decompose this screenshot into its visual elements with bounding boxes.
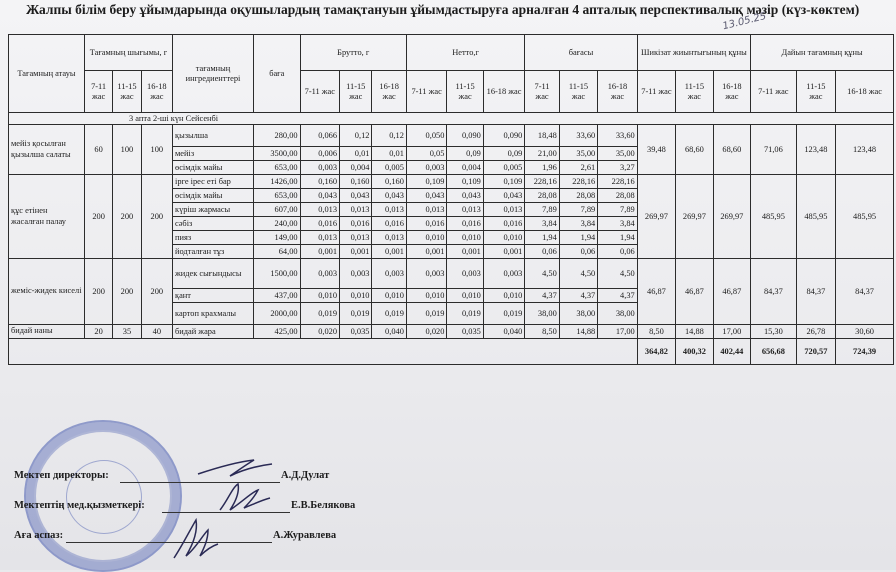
brutto-value: 0,01: [340, 147, 372, 161]
director-name: А.Д.Дулат: [281, 470, 330, 481]
cost-value: 4,50: [525, 259, 559, 289]
ready-cost-value: 123,48: [836, 125, 894, 175]
brutto-value: 0,001: [340, 245, 372, 259]
ingredient-row: [9, 175, 894, 189]
portion-value: 200: [84, 175, 112, 259]
ingredient-row: [9, 259, 894, 289]
cost-value: 3,84: [598, 217, 637, 231]
cost-value: 1,94: [598, 231, 637, 245]
actual-cost-value: 8,50: [637, 325, 675, 339]
netto-value: 0,05: [406, 147, 447, 161]
ingredient-name: пияз: [173, 231, 254, 245]
brutto-value: 0,003: [300, 161, 339, 175]
age-header: 16-18 жас: [372, 71, 406, 113]
cost-value: 18,48: [525, 125, 559, 147]
netto-value: 0,010: [447, 231, 483, 245]
ingredient-price: 1500,00: [254, 259, 301, 289]
brutto-value: 0,020: [300, 325, 339, 339]
ingredient-name: ірге ірес еті бар: [173, 175, 254, 189]
age-header-row: [9, 71, 894, 113]
portion-value: 35: [113, 325, 141, 339]
actual-cost-value: 68,60: [713, 125, 750, 175]
brutto-value: 0,066: [300, 125, 339, 147]
netto-value: 0,019: [447, 303, 483, 325]
brutto-value: 0,003: [372, 259, 406, 289]
netto-value: 0,003: [406, 259, 447, 289]
ingredient-name: картоп крахмалы: [173, 303, 254, 325]
netto-value: 0,003: [447, 259, 483, 289]
dish-name: құс етінен жасалған палау: [9, 175, 85, 259]
brutto-value: 0,004: [340, 161, 372, 175]
cost-value: 4,37: [598, 289, 637, 303]
ingredient-price: 2000,00: [254, 303, 301, 325]
totals-empty: [9, 339, 638, 365]
actual-cost-value: 46,87: [713, 259, 750, 325]
ingredient-row: [9, 325, 894, 339]
cost-value: 3,84: [559, 217, 597, 231]
ingredient-name: йодталған тұз: [173, 245, 254, 259]
portion-value: 60: [84, 125, 112, 175]
netto-value: 0,090: [483, 125, 525, 147]
portion-value: 200: [113, 175, 141, 259]
ingredient-price: 607,00: [254, 203, 301, 217]
age-header: 7-11 жас: [406, 71, 447, 113]
cost-value: 2,61: [559, 161, 597, 175]
age-header: 7-11 жас: [751, 71, 797, 113]
menu-body: [9, 113, 894, 365]
brutto-value: 0,016: [340, 217, 372, 231]
netto-value: 0,005: [483, 161, 525, 175]
cost-value: 7,89: [525, 203, 559, 217]
header-ready-cost: Дайын тағамның құны: [751, 35, 894, 71]
brutto-value: 0,003: [340, 259, 372, 289]
brutto-value: 0,013: [340, 203, 372, 217]
round-seal-stamp: [24, 420, 182, 572]
netto-value: 0,001: [406, 245, 447, 259]
cost-value: 4,50: [598, 259, 637, 289]
ready-cost-value: 84,37: [751, 259, 797, 325]
netto-value: 0,043: [447, 189, 483, 203]
netto-value: 0,019: [406, 303, 447, 325]
age-header: 7-11 жас: [300, 71, 339, 113]
brutto-value: 0,006: [300, 147, 339, 161]
netto-value: 0,020: [406, 325, 447, 339]
netto-value: 0,09: [483, 147, 525, 161]
cost-value: 228,16: [598, 175, 637, 189]
age-header: 16-18 жас: [598, 71, 637, 113]
brutto-value: 0,003: [300, 259, 339, 289]
director-signature: [196, 452, 276, 482]
age-header: 16-18 жас: [713, 71, 750, 113]
total-actual-cost: 364,82: [637, 339, 675, 365]
total-ready-cost: 656,68: [751, 339, 797, 365]
netto-value: 0,035: [447, 325, 483, 339]
cost-value: 17,00: [598, 325, 637, 339]
netto-value: 0,109: [483, 175, 525, 189]
document-title: Жалпы білім беру ұйымдарында оқушылардың тамақтануын ұйымдастыруға арналған 4 апталық перспективалық мәзір (күз-көктем): [26, 2, 860, 17]
ingredient-price: 64,00: [254, 245, 301, 259]
cost-value: 7,89: [559, 203, 597, 217]
director-role: Мектеп директоры:: [14, 470, 109, 481]
brutto-value: 0,016: [300, 217, 339, 231]
brutto-value: 0,013: [372, 231, 406, 245]
cost-value: 228,16: [525, 175, 559, 189]
cost-value: 4,37: [525, 289, 559, 303]
cost-value: 38,00: [598, 303, 637, 325]
ingredient-price: 425,00: [254, 325, 301, 339]
ingredient-price: 280,00: [254, 125, 301, 147]
brutto-value: 0,12: [340, 125, 372, 147]
brutto-value: 0,043: [372, 189, 406, 203]
age-header: 11-15 жас: [796, 71, 835, 113]
netto-value: 0,010: [447, 289, 483, 303]
netto-value: 0,040: [483, 325, 525, 339]
brutto-value: 0,001: [372, 245, 406, 259]
brutto-value: 0,013: [340, 231, 372, 245]
netto-value: 0,001: [447, 245, 483, 259]
cost-value: 3,27: [598, 161, 637, 175]
ingredient-row: [9, 125, 894, 147]
actual-cost-value: 46,87: [676, 259, 713, 325]
brutto-value: 0,010: [372, 289, 406, 303]
cost-value: 0,06: [559, 245, 597, 259]
actual-cost-value: 14,88: [676, 325, 713, 339]
day-label: 3 апта 2-ші күн Сейсенбі: [9, 113, 894, 125]
cost-value: 228,16: [559, 175, 597, 189]
header-price: баға: [254, 35, 301, 113]
cost-value: 8,50: [525, 325, 559, 339]
actual-cost-value: 68,60: [676, 125, 713, 175]
netto-value: 0,109: [406, 175, 447, 189]
actual-cost-value: 39,48: [637, 125, 675, 175]
age-header: 7-11 жас: [525, 71, 559, 113]
ingredient-name: жидек сығындысы: [173, 259, 254, 289]
ready-cost-value: 71,06: [751, 125, 797, 175]
brutto-value: 0,005: [372, 161, 406, 175]
ingredient-name: мейіз: [173, 147, 254, 161]
header-brutto: Брутто, г: [300, 35, 406, 71]
ready-cost-value: 26,78: [796, 325, 835, 339]
age-header: 7-11 жас: [637, 71, 675, 113]
brutto-value: 0,019: [300, 303, 339, 325]
cost-value: 3,84: [525, 217, 559, 231]
portion-value: 40: [141, 325, 172, 339]
age-header: 11-15 жас: [113, 71, 141, 113]
age-header: 11-15 жас: [447, 71, 483, 113]
actual-cost-value: 269,97: [637, 175, 675, 259]
netto-value: 0,013: [447, 203, 483, 217]
ingredient-price: 3500,00: [254, 147, 301, 161]
cost-value: 14,88: [559, 325, 597, 339]
header-ingredients: тағамның ингредиенттері: [173, 35, 254, 113]
cost-value: 28,08: [559, 189, 597, 203]
portion-value: 200: [113, 259, 141, 325]
total-ready-cost: 720,57: [796, 339, 835, 365]
cost-value: 33,60: [559, 125, 597, 147]
ingredient-name: күріш жармасы: [173, 203, 254, 217]
netto-value: 0,043: [483, 189, 525, 203]
netto-value: 0,004: [447, 161, 483, 175]
ingredient-name: өсімдік майы: [173, 161, 254, 175]
brutto-value: 0,160: [300, 175, 339, 189]
chef-role: Аға аспаз:: [14, 530, 64, 541]
cost-value: 38,00: [559, 303, 597, 325]
header-actual-cost: Шикізат жиынтығының құны: [637, 35, 750, 71]
cost-value: 28,08: [525, 189, 559, 203]
dish-name: мейіз қосылған қызылша салаты: [9, 125, 85, 175]
actual-cost-value: 269,97: [713, 175, 750, 259]
netto-value: 0,016: [483, 217, 525, 231]
nurse-role: Мектептің мед.қызметкері:: [14, 500, 145, 511]
netto-value: 0,016: [447, 217, 483, 231]
cost-value: 21,00: [525, 147, 559, 161]
age-header: 16-18 жас: [483, 71, 525, 113]
handwritten-date: 13.05.25: [721, 10, 768, 33]
total-actual-cost: 400,32: [676, 339, 713, 365]
cost-value: 35,00: [598, 147, 637, 161]
brutto-value: 0,013: [300, 203, 339, 217]
ready-cost-value: 84,37: [796, 259, 835, 325]
netto-value: 0,010: [483, 231, 525, 245]
netto-value: 0,010: [406, 289, 447, 303]
age-header: 11-15 жас: [676, 71, 713, 113]
brutto-value: 0,043: [340, 189, 372, 203]
ingredient-name: қызылша: [173, 125, 254, 147]
portion-value: 200: [141, 175, 172, 259]
portion-value: 200: [141, 259, 172, 325]
netto-value: 0,013: [483, 203, 525, 217]
ready-cost-value: 15,30: [751, 325, 797, 339]
dish-name: жеміс-жидек киселі: [9, 259, 85, 325]
netto-value: 0,090: [447, 125, 483, 147]
brutto-value: 0,040: [372, 325, 406, 339]
brutto-value: 0,019: [340, 303, 372, 325]
ingredient-name: бидай жара: [173, 325, 254, 339]
totals-row: [9, 339, 894, 365]
header-portion: Тағамның шығымы, г: [84, 35, 172, 71]
chef-signature: [168, 516, 220, 562]
ingredient-name: қант: [173, 289, 254, 303]
header-cost: бағасы: [525, 35, 637, 71]
nurse-name: Е.В.Белякова: [291, 500, 356, 511]
ready-cost-value: 30,60: [836, 325, 894, 339]
cost-value: 4,37: [559, 289, 597, 303]
ready-cost-value: 485,95: [836, 175, 894, 259]
cost-value: 1,96: [525, 161, 559, 175]
netto-value: 0,013: [406, 203, 447, 217]
header-dish-name: Тағамның атауы: [9, 35, 85, 113]
ingredient-name: өсімдік майы: [173, 189, 254, 203]
ingredient-price: 149,00: [254, 231, 301, 245]
brutto-value: 0,160: [372, 175, 406, 189]
ingredient-price: 1426,00: [254, 175, 301, 189]
brutto-value: 0,160: [340, 175, 372, 189]
brutto-value: 0,016: [372, 217, 406, 231]
dish-name: бидай наны: [9, 325, 85, 339]
netto-value: 0,019: [483, 303, 525, 325]
age-header: 16-18 жас: [836, 71, 894, 113]
ingredient-price: 653,00: [254, 189, 301, 203]
ready-cost-value: 485,95: [751, 175, 797, 259]
ingredient-name: сәбіз: [173, 217, 254, 231]
age-header: 11-15 жас: [559, 71, 597, 113]
netto-value: 0,09: [447, 147, 483, 161]
brutto-value: 0,013: [372, 203, 406, 217]
brutto-value: 0,010: [340, 289, 372, 303]
total-ready-cost: 724,39: [836, 339, 894, 365]
cost-value: 1,94: [559, 231, 597, 245]
netto-value: 0,010: [406, 231, 447, 245]
netto-value: 0,109: [447, 175, 483, 189]
brutto-value: 0,001: [300, 245, 339, 259]
ready-cost-value: 123,48: [796, 125, 835, 175]
netto-value: 0,050: [406, 125, 447, 147]
netto-value: 0,003: [483, 259, 525, 289]
age-header: 11-15 жас: [340, 71, 372, 113]
total-actual-cost: 402,44: [713, 339, 750, 365]
cost-value: 33,60: [598, 125, 637, 147]
actual-cost-value: 17,00: [713, 325, 750, 339]
brutto-value: 0,01: [372, 147, 406, 161]
chef-name: А.Журавлева: [273, 530, 337, 541]
header-netto: Нетто,г: [406, 35, 524, 71]
age-header: 7-11 жас: [84, 71, 112, 113]
brutto-value: 0,019: [372, 303, 406, 325]
menu-table: [8, 34, 894, 365]
brutto-value: 0,010: [300, 289, 339, 303]
brutto-value: 0,12: [372, 125, 406, 147]
portion-value: 20: [84, 325, 112, 339]
portion-value: 200: [84, 259, 112, 325]
cost-value: 28,08: [598, 189, 637, 203]
ingredient-price: 653,00: [254, 161, 301, 175]
brutto-value: 0,043: [300, 189, 339, 203]
netto-value: 0,003: [406, 161, 447, 175]
netto-value: 0,043: [406, 189, 447, 203]
age-header: 16-18 жас: [141, 71, 172, 113]
actual-cost-value: 46,87: [637, 259, 675, 325]
brutto-value: 0,013: [300, 231, 339, 245]
ingredient-price: 437,00: [254, 289, 301, 303]
netto-value: 0,001: [483, 245, 525, 259]
ready-cost-value: 485,95: [796, 175, 835, 259]
cost-value: 0,06: [598, 245, 637, 259]
ready-cost-value: 84,37: [836, 259, 894, 325]
nurse-signature: [214, 480, 274, 514]
cost-value: 35,00: [559, 147, 597, 161]
actual-cost-value: 269,97: [676, 175, 713, 259]
netto-value: 0,016: [406, 217, 447, 231]
netto-value: 0,010: [483, 289, 525, 303]
brutto-value: 0,035: [340, 325, 372, 339]
ingredient-price: 240,00: [254, 217, 301, 231]
portion-value: 100: [113, 125, 141, 175]
portion-value: 100: [141, 125, 172, 175]
cost-value: 38,00: [525, 303, 559, 325]
cost-value: 4,50: [559, 259, 597, 289]
cost-value: 1,94: [525, 231, 559, 245]
cost-value: 7,89: [598, 203, 637, 217]
cost-value: 0,06: [525, 245, 559, 259]
